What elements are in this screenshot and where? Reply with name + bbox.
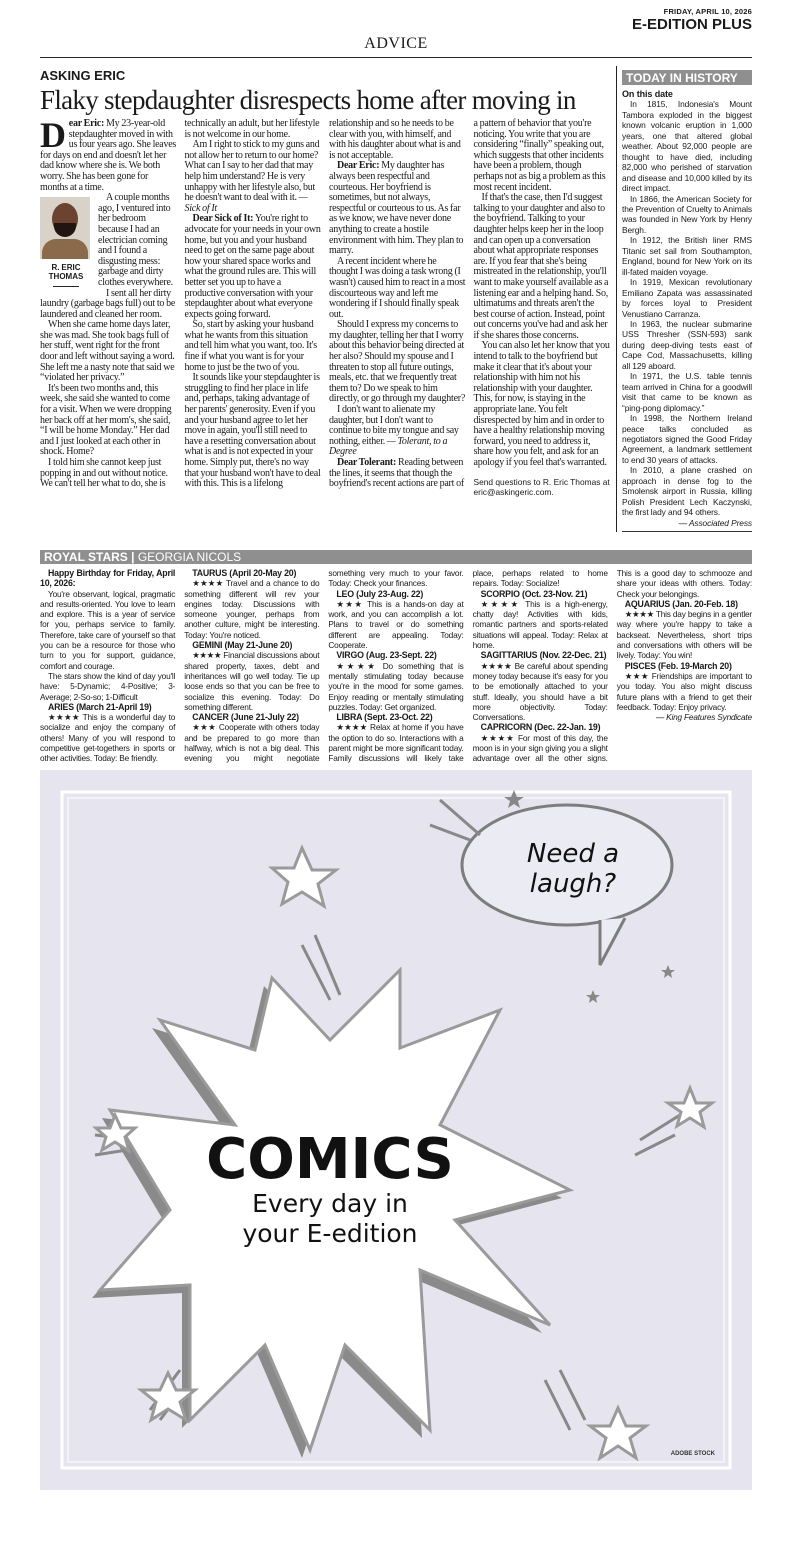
byline-divider: [53, 286, 79, 287]
article-paragraph: [329, 257, 466, 321]
article-paragraph: [185, 140, 322, 214]
sign-forecast: [617, 609, 752, 660]
paragraph-text: Am I right to stick to my guns and not allow her to return to our home? What can I say to her dad that may help him understand? He is very unhappy with her lifestyle also, but he doesn't want to deal with it.: [184, 139, 320, 204]
comics-tagline-line1: Every day in: [252, 1188, 408, 1218]
history-item: In 1971, the U.S. table tennis team arrived in China for a goodwill visit that came to be known as “ping-pong diplomacy.”: [622, 371, 752, 413]
comics-promo[interactable]: [40, 770, 752, 1490]
star-rating: ★★★★: [480, 660, 512, 671]
edition-name: E-EDITION PLUS: [631, 16, 752, 33]
forecast-text: Financial discussions about shared property, taxes, debt and inheritances will go well today. Tie up loose ends so that you can be free to socialize this evening. Today: Do something different.: [184, 650, 320, 712]
star-rating: ★★★★: [336, 660, 378, 671]
paragraph-text: I don't want to alienate my daughter, but I don't want to continue to bite my tongue and say nothing, either.: [329, 404, 459, 447]
section-title: ADVICE: [364, 35, 428, 52]
forecast-text: Relax at home if you have the option to do so. Interactions with a parent might be more significant today. Family discussions will likely take place, perhaps related to home repairs. Today: Socialize!: [328, 568, 608, 764]
forecast-text: Do something that is mentally stimulating today because you're in the mood for some games. Enjoy reading or mentally stimulating puzzles. Today: Get organized.: [328, 660, 464, 712]
birthday-text: You're observant, logical, pragmatic and results-oriented. You love to learn and explore. This is a year of service for you, perhaps service to family. Therefore, take care of yourself so that you can be a resource for those who turn to you for support, guidance, comfort and courage.: [40, 588, 176, 671]
drop-cap: D: [40, 115, 66, 155]
history-item: In 1963, the nuclear submarine USS Thresher (SSN-593) sank during deep-diving tests east of Cape Cod, Massachusetts, killing all 129 aboard.: [622, 318, 752, 371]
forecast-text: Friendships are important to you today. You also might discuss future plans with a friend to get their feedback. Today: Enjoy privacy.: [616, 670, 752, 712]
sign-heading: LEO (July 23-Aug. 22): [336, 588, 424, 599]
letter-salutation: Dear Eric:: [337, 160, 380, 172]
article-paragraph: [329, 320, 466, 405]
article-paragraph: [40, 115, 177, 193]
forecast-text: This day begins in a gentler way where you're happy to take a backseat. Nevertheless, short trips and conversations with others will be lively. Today: You win!: [616, 609, 752, 661]
sign-forecast: [184, 650, 319, 712]
letter-salutation: Dear Sick of It:: [192, 213, 254, 225]
sign-heading: PISCES (Feb. 19-March 20): [624, 660, 732, 671]
star-rating: ★★★★: [480, 598, 521, 609]
history-heading: TODAY IN HISTORY: [622, 70, 752, 85]
horoscope-credit: — King Features Syndicate: [655, 712, 752, 723]
paragraph-text: You're right to advocate for your needs in your own home, but you and your husband need to get on the same page about how your shared space works and what the ground rules are. This will better set you up to have a productive conversation with your stepdaughter about what everyone expects going forward.: [184, 213, 321, 320]
article-paragraph: [474, 193, 611, 341]
article-paragraph: [474, 341, 611, 468]
sign-heading: GEMINI (May 21-June 20): [192, 640, 293, 651]
history-divider: [622, 531, 752, 532]
sign-heading: SAGITTARIUS (Nov. 22-Dec. 21): [480, 650, 607, 661]
bubble-text-line2: laugh?: [529, 868, 617, 899]
sign-forecast: [184, 578, 319, 640]
paragraph-text: If that's the case, then I'd suggest talking to your daughter and also to the boyfriend. Talking to your daughter helps keep her in the loop and can open up a conversation about what appropriate responses are. If you fear that she's being mistreated in the relationship, you'll want to make yourself available as a listening ear and a helping hand. So, ultimatums and threats aren't the best course of action. Instead, point out concerns you've had and ask her if she shares those concerns.: [473, 192, 609, 341]
bubble-text-line1: Need a: [526, 838, 620, 869]
letter-signature: — Tolerant, to a Degree: [329, 435, 448, 458]
sign-heading: CANCER (June 21-July 22): [192, 712, 299, 723]
page-content: [40, 66, 752, 1490]
letter-salutation: Dear Tolerant:: [337, 457, 397, 468]
forecast-text: Be careful about spending money today because it's easy for you to be emotionally attached to your stuff. Ideally, you should have a bit more objectivity. Today: Conversations.: [472, 660, 608, 723]
paragraph-text: So, start by asking your husband what he wants from this situation and tell him what you want, too. It's fine if what you want is for your home to just be the two of you.: [184, 319, 317, 373]
article-headline: Flaky stepdaughter disrespects home after moving in: [40, 85, 576, 115]
article-paragraph: [40, 320, 177, 384]
article-paragraph: [329, 405, 466, 458]
horoscope-heading: ROYAL STARS | GEORGIA NICOLS: [40, 550, 752, 564]
paragraph-text: My 23-year-old stepdaughter moved in with us four years ago. She leaves for days on end and doesn't let her dad know where she is. We both worry. She has been gone for months at a time.: [40, 118, 177, 193]
sign-forecast: [473, 599, 608, 650]
forecast-text: This is a wonderful day to socialize and enjoy the company of others! Many of you will respond to competitive get-togethers in sports or other activities. Today: Be friendly.: [40, 712, 176, 764]
history-item: In 2010, a plane crashed on approach in dense fog to the Smolensk airport in Russia, killing Polish President Lech Kaczynski, the first lady and 94 others.: [622, 465, 752, 518]
sign-heading: CAPRICORN (Dec. 22-Jan. 19): [480, 722, 601, 733]
letter-signature: — Sick of It: [184, 192, 308, 214]
paragraph-text: Reading between the lines, it seems that though the boyfriend's recent actions are part of a pattern of behavior that you're noticing. You write that you are considering “finally” speaking out, which suggests that other incidents have been a problem, though perhaps not as big a problem as this most recent incident.: [329, 118, 606, 490]
article-paragraph: [185, 320, 322, 373]
paragraph-text: When she came home days later, she was mad. She took bags full of her stuff, went right for the front door and left without saying a word. She left me a nasty note that said we “violated her privacy.”: [40, 319, 175, 384]
paragraph-text: A recent incident where he thought I was doing a task wrong (I wasn't) caused him to react in a most discourteous way and left me wondering if I should finally speak out.: [329, 255, 466, 320]
sign-forecast: [328, 661, 463, 712]
article-paragraph: [329, 161, 466, 256]
star-rating: ★★★★: [192, 578, 224, 589]
history-item: In 1866, the American Society for the Prevention of Cruelty to Animals was founded in New York by Henry Bergh.: [622, 193, 752, 235]
star-rating: ★★★: [192, 722, 217, 733]
history-item: In 1919, Mexican revolutionary Emiliano Zapata was assassinated by forces loyal to President Venustiano Carranza.: [622, 277, 752, 319]
forecast-text: For most of this day, the moon is in your sign giving you a slight advantage over all the other signs. This is a good day to schmooze and share your ideas with others. Today: Check your belongings.: [472, 568, 752, 764]
paragraph-text: It sounds like your stepdaughter is struggling to find her place in life and, perhaps, taking advantage of her parents' generosity. Even if you and your husband agree to let her move in again, you'll still need to have a resetting conversation about what is and is not expected in your home. Simply put, there's no way that your husband won't have to deal with this. This is a lifelong relationship and so he needs to be clear with you, with himself, and with his daughter about what is and is not acceptable.: [184, 118, 461, 490]
star-rating: ★★★★: [48, 712, 80, 723]
speech-bubble: [462, 805, 672, 965]
edition-date: FRIDAY, APRIL 10, 2026: [663, 7, 752, 16]
sign-forecast: [617, 671, 752, 712]
article-body: [40, 115, 610, 497]
star-rating: ★★★: [336, 598, 364, 609]
sign-heading: SCORPIO (Oct. 23-Nov. 21): [480, 588, 588, 599]
sign-forecast: [40, 712, 175, 763]
sign-heading: LIBRA (Sept. 23-Oct. 22): [336, 712, 433, 723]
paragraph-text: It's been two months and, this week, she said she wanted to come for a visit. When we were dropping her back off at her mom's, she said, “I will be home Monday.” Her dad and I just looked at each other in shock. Home?: [40, 382, 172, 458]
paragraph-text: You can also let her know that you intend to talk to the boyfriend but make it clear that it's about your relationship with him not his relationship with your daughter. This, for now, is staying in the appropriate lane. You felt disrespected by him and in order to have a healthy relationship moving forward, you need to address it, share how you felt, and ask for an apology if you feel that's warranted.: [473, 340, 610, 468]
star-rating: ★★★★: [336, 722, 368, 733]
star-rating: ★★★★: [624, 609, 654, 620]
history-item: In 1998, the Northern Ireland peace talks concluded as negotiators signed the Good Friday Agreement, a landmark settlement to end 30 years of attacks.: [622, 413, 752, 465]
history-sidebar: [616, 66, 752, 532]
author-photo-block: [40, 197, 92, 287]
horoscope-body: [40, 568, 752, 764]
history-credit: — Associated Press: [678, 517, 752, 528]
comics-promo-art: [40, 770, 752, 1490]
sign-heading: ARIES (March 21-April 19): [48, 701, 152, 712]
sign-forecast: [473, 661, 608, 723]
comics-title: COMICS: [206, 1126, 454, 1192]
author-photo: [40, 197, 90, 259]
star-rating: ★★★: [624, 670, 649, 681]
sign-heading: VIRGO (Aug. 23-Sept. 22): [336, 650, 437, 661]
rating-key: The stars show the kind of day you'll have: 5-Dynamic; 4-Positive; 3-Average; 2-So-so; 1-Difficult: [40, 670, 176, 702]
header-divider: [40, 57, 752, 58]
forecast-text: Cooperate with others today and be prepared to go more than halfway, which is not a big deal. This evening you might negotiate something very much to your favor. Today: Check your finances.: [184, 568, 464, 764]
advice-row: [40, 66, 752, 542]
paragraph-text: I told him she cannot keep just popping in and out without notice. We can't tell her what to do, she is technically an adult, but her lifestyle is not welcome in our home.: [40, 118, 320, 490]
author-byline: R. ERIC THOMAS: [48, 263, 84, 282]
star-rating: ★★★★: [192, 650, 222, 661]
star-rating: ★★★★: [480, 732, 515, 743]
paragraph-text: Should I express my concerns to my daughter, telling her that I worry about this behavior being directed at her also? Should my spouse and I threaten to stop all future outings, meals, etc. that we frequently treat them to? Do we speak to him directly, or go through my daughter?: [329, 319, 466, 405]
sign-heading: TAURUS (April 20-May 20): [192, 568, 297, 578]
sign-heading: AQUARIUS (Jan. 20-Feb. 18): [624, 598, 738, 609]
article-paragraph: [40, 384, 177, 458]
advice-column: [40, 66, 612, 542]
article-paragraph: [185, 214, 322, 320]
paragraph-text: A couple months ago, I ventured into her bedroom because I had an electrician coming and I found a disgusting mess: garbage and dirty clothes everywhere.: [98, 192, 173, 288]
sign-forecast: [328, 599, 463, 650]
paragraph-text: I sent all her dirty laundry (garbage bags full) out to be laundered and cleaned her room.: [40, 287, 176, 320]
image-credit: ADOBE STOCK: [670, 1450, 715, 1457]
comics-tagline-line2: your E-edition: [242, 1218, 418, 1248]
history-item: In 1815, Indonesia's Mount Tambora exploded in the biggest known volcanic eruption in 1,000 years, one that altered global weather. About 92,000 people are thought to have died, including 82,000 who perished of starvation and disease and 10,000 killed by its direct impact.: [622, 99, 752, 194]
submission-note: Send questions to R. Eric Thomas at eric@askingeric.com.: [473, 476, 610, 497]
forecast-text: This is a hands-on day at work, and you can accomplish a lot. Plans to travel or do something different are appealing. Today: Cooperate.: [328, 598, 464, 651]
horoscope-byline: GEORGIA NICOLS: [137, 550, 242, 564]
forecast-text: This is a high-energy, chatty day! Activities with kids, romantic partners and sports-related situations will appeal. Today: Relax at home.: [472, 598, 608, 651]
article-paragraph: [40, 289, 177, 321]
history-body: [622, 89, 752, 528]
forecast-text: Travel and a chance to do something different will rev your engines today. Discussions with someone younger, perhaps from another culture, might be interesting. Today: You're noticed.: [184, 578, 320, 640]
history-subheading: On this date: [622, 89, 673, 99]
letter-salutation: ear Eric:: [68, 118, 105, 129]
history-item: In 1912, the British liner RMS Titanic set sail from Southampton, England, bound for New York on its ill-fated maiden voyage.: [622, 235, 752, 277]
column-kicker: ASKING ERIC: [40, 68, 126, 83]
paragraph-text: My daughter has always been respectful and courteous. Her boyfriend is sometimes, but not always, respectful or courteous to us. As far as we know, we have never done anything to create a hostile environment with him. They plan to marry.: [329, 160, 464, 257]
birthday-heading: Happy Birthday for Friday, April 10, 2026:: [40, 568, 176, 589]
